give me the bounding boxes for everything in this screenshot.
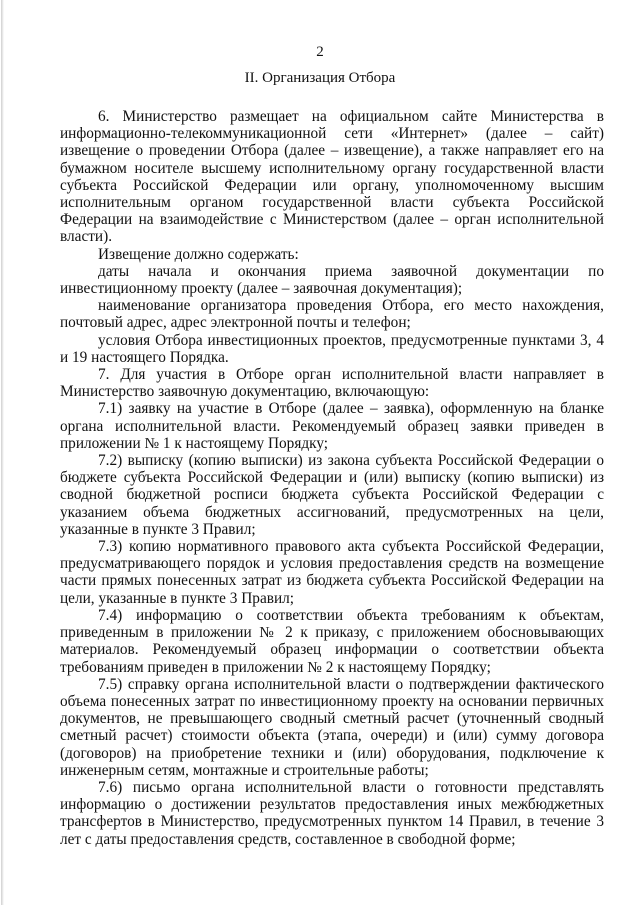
scan-edge-shadow — [1, 0, 4, 905]
paragraph-7-6: 7.6) письмо органа исполнительной власти о готовности представлять информацию о достижении результатов предоставления иных межбюджетных трансфертов в Министерство, предусмотренных пунктом 14 Правил, в течение 3 лет с даты предоставления средств, составленное в свободной форме; — [60, 778, 604, 848]
page-number: 2 — [316, 44, 324, 60]
paragraph-7-4: 7.4) информацию о соответствии объекта требованиям к объектам, приведенным в приложении № 2 к приказу, с приложением обосновывающих материалов. Рекомендуемый образец информации о соответствии объекта требованиям приведен в приложении № 2 к настоящему Порядку; — [60, 606, 604, 676]
paragraph-7-3: 7.3) копию нормативного правового акта субъекта Российской Федерации, предусматривающего порядок и условия предоставления средств на возмещение части прямых понесенных затрат из бюджета субъекта Российской Федерации на цели, указанные в пункте 3 Правил; — [60, 538, 604, 607]
paragraph-6: 6. Министерство размещает на официальном сайте Министерства в информационно-телекоммуникационной сети «Интернет» (далее – сайт) извещение о проведении Отбора (далее – извещение), а также направляет его на бумажном носителе высшему исполнительному органу государственной власти субъекта Российской Федерации или органу, уполномоченному высшим исполнительным органом государственной власти субъекта Российской Федерации на взаимодействие с Министерством (далее – орган исполнительной власти). — [60, 108, 604, 246]
paragraph-notice-dates: даты начала и окончания приема заявочной документации по инвестиционному проекту (далее – заявочная документация); — [60, 262, 604, 298]
section-title: II. Организация Отбора — [244, 70, 396, 86]
paragraph-notice-conditions: условия Отбора инвестиционных проектов, предусмотренные пунктами 3, 4 и 19 настоящего Порядка. — [60, 331, 604, 366]
paragraph-7-2: 7.2) выписку (копию выписки) из закона субъекта Российской Федерации о бюджете субъекта Российской Федерации и (или) выписку (копию выписки) из сводной бюджетной росписи бюджета субъекта Российской Федерации с указанием объема бюджетных ассигнований, предусмотренных на цели, указанные в пункте 3 Правил; — [60, 452, 604, 538]
paragraph-notice-intro: Извещение должно содержать: — [98, 245, 299, 263]
paragraph-notice-organizer: наименование организатора проведения Отбора, его место нахождения, почтовый адрес, адрес электронной почты и телефон; — [60, 297, 604, 332]
paragraph-7: 7. Для участия в Отборе орган исполнительной власти направляет в Министерство заявочную документацию, включающую: — [60, 366, 604, 401]
paragraph-7-1: 7.1) заявку на участие в Отборе (далее – заявка), оформленную на бланке органа исполнительной власти. Рекомендуемый образец заявки приведен в приложении № 1 к настоящему Порядку; — [60, 400, 604, 452]
paragraph-7-5: 7.5) справку органа исполнительной власти о подтверждении фактического объема понесенных затрат по инвестиционному проекту на основании первичных документов, не превышающего сводный сметный расчет (уточненный сводный сметный расчет) стоимости объекта (этапа, очереди) и (или) сумму договора (договоров) на приобретение техники и (или) оборудования, подключение к инженерным сетям, монтажные и строительные работы; — [60, 675, 604, 779]
document-body — [60, 108, 604, 848]
